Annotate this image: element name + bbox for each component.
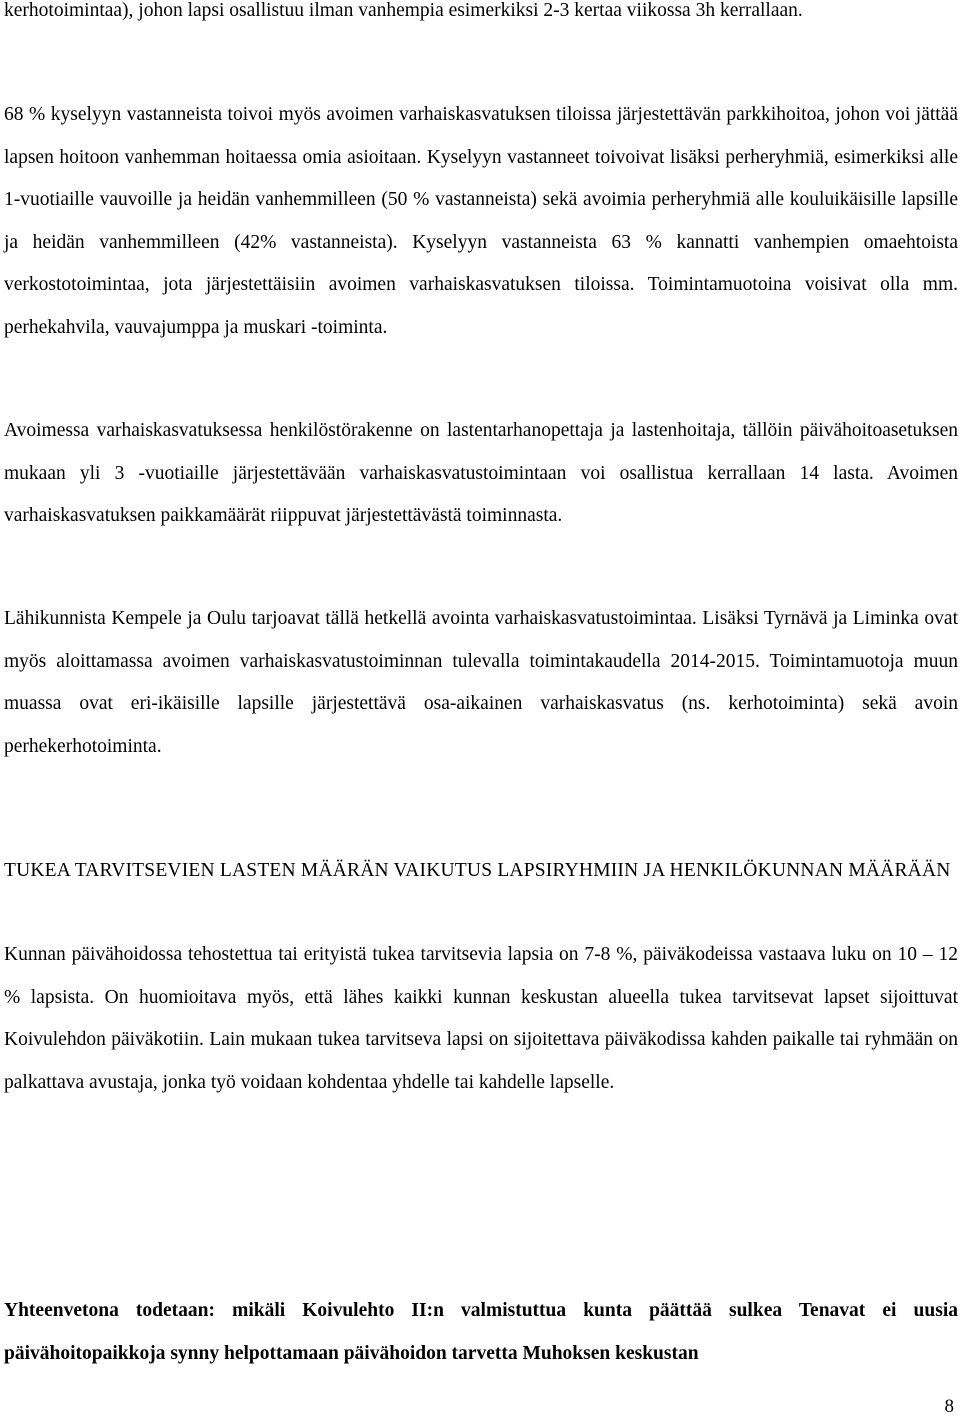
paragraph-summary: Yhteenvetona todetaan: mikäli Koivulehto II:n valmistuttua kunta päättää sulkea Tenavat ei uusia päivähoitopaikkoja synny helpottamaan päivähoidon tarvetta Muhoksen keskustan [4,1300,958,1364]
page-number: 8 [944,1396,954,1417]
section-heading-support-needs: TUKEA TARVITSEVIEN LASTEN MÄÄRÄN VAIKUTUS LAPSIRYHMIIN JA HENKILÖKUNNAN MÄÄRÄÄN [4,860,951,881]
paragraph-neighbouring-municipalities: Lähikunnista Kempele ja Oulu tarjoavat tällä hetkellä avointa varhaiskasvatustoimintaa. Lisäksi Tyrnävä ja Liminka ovat myös aloittamassa avoimen varhaiskasvatustoiminnan tulevalla toimintakaudella 2014-2015. Toimintamuotoja muun muassa ovat eri-ikäisille lapsille järjestettävä osa-aikainen varhaiskasvatus (ns. kerhotoiminta) sekä avoin perhekerhotoiminta. [4,608,958,757]
paragraph-survey-results: 68 % kyselyyn vastanneista toivoi myös avoimen varhaiskasvatuksen tiloissa järjestettävän parkkihoitoa, johon voi jättää lapsen hoitoon vanhemman hoitaessa omia asioitaan. Kyselyyn vastanneet toivoivat lisäksi perheryhmiä, esimerkiksi alle 1-vuotiaille vauvoille ja heidän vanhemmilleen (50 % vastanneista) sekä avoimia perheryhmiä alle kouluikäisille lapsille ja heidän vanhemmilleen (42% vastanneista). Kyselyyn vastanneista 63 % kannatti vanhempien omaehtoista verkostotoimintaa, jota järjestettäisiin avoimen varhaiskasvatuksen tiloissa. Toimintamuotoina voisivat olla mm. perhekahvila, vauvajumppa ja muskari -toiminta. [4,104,958,338]
paragraph-support-needing-children: Kunnan päivähoidossa tehostettua tai erityistä tukea tarvitsevia lapsia on 7-8 %, päiväkodeissa vastaava luku on 10 – 12 % lapsista. On huomioitava myös, että lähes kaikki kunnan keskustan alueella tukea tarvitsevat lapset sijoittuvat Koivulehdon päiväkotiin. Lain mukaan tukea tarvitseva lapsi on sijoitettava päiväkodissa kahden paikalle tai ryhmään on palkattava avustaja, jonka työ voidaan kohdentaa yhdelle tai kahdelle lapselle. [4,944,958,1093]
paragraph-staff-structure: Avoimessa varhaiskasvatuksessa henkilöstörakenne on lastentarhanopettaja ja lastenhoitaja, tällöin päivähoitoasetuksen mukaan yli 3 -vuotiaille järjestettävään varhaiskasvatustoimintaan voi osallistua kerrallaan 14 lasta. Avoimen varhaiskasvatuksen paikkamäärät riippuvat järjestettävästä toiminnasta. [4,420,958,526]
paragraph-kerhotoiminta-continuation: kerhotoimintaa), johon lapsi osallistuu ilman vanhempia esimerkiksi 2-3 kertaa viikossa 3h kerrallaan. [4,0,803,21]
